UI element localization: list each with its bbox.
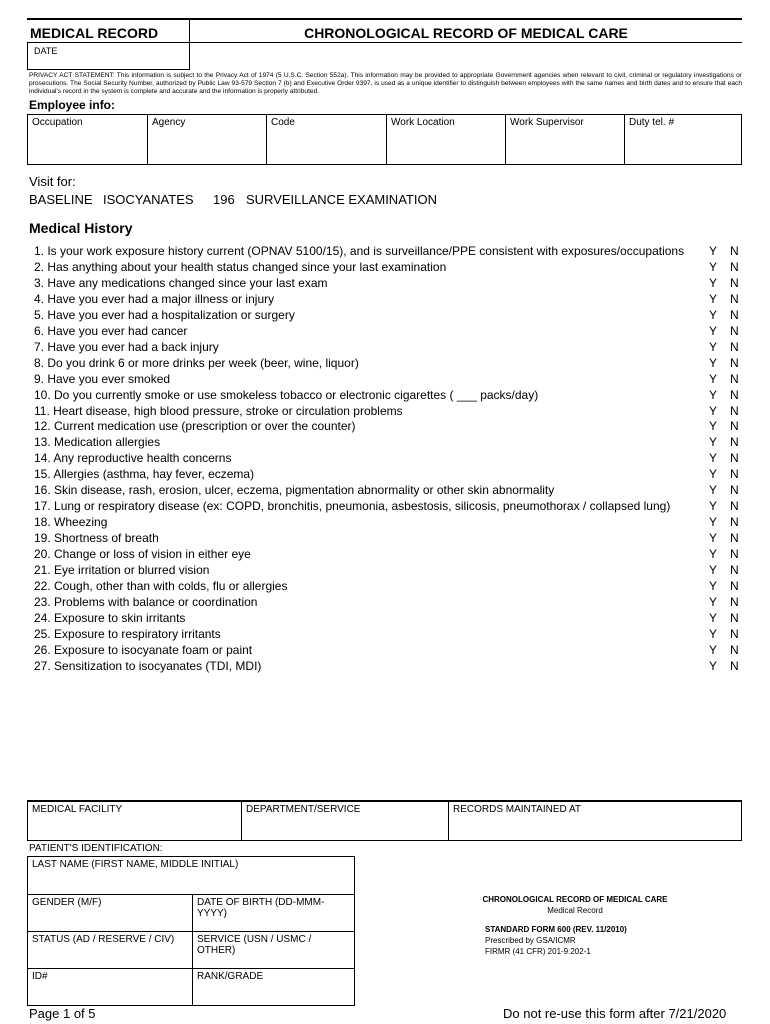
answer-no-12[interactable]: N [730,419,739,434]
history-question-11: 11. Heart disease, high blood pressure, stroke or circulation problems [34,403,403,418]
visit-code: 196 [213,192,235,207]
gender-field[interactable] [28,895,193,932]
answer-yes-10[interactable]: Y [709,387,718,402]
answer-yes-20[interactable]: Y [709,547,718,562]
answer-yes-27[interactable]: Y [709,658,718,673]
last-name-field[interactable] [28,857,354,895]
history-question-1: 1. Is your work exposure history current (OPNAV 5100/15), and is surveillance/PPE consistent with exposures/occupations [34,244,685,258]
header-top-rule [27,18,742,20]
status-field[interactable] [28,932,193,969]
chronological-record-title: CHRONOLOGICAL RECORD OF MEDICAL CARE [304,25,628,41]
answer-no-19[interactable]: N [730,531,739,546]
patient-id-table [27,856,355,1006]
occupation-field[interactable] [28,115,148,164]
gender-label: GENDER (M/F) [32,897,102,908]
answer-no-8[interactable]: N [730,355,739,370]
answer-no-13[interactable]: N [730,435,739,450]
answer-yes-16[interactable]: Y [709,483,718,498]
answer-no-22[interactable]: N [730,578,739,593]
employee-info-title: Employee info: [29,98,116,112]
form-number: STANDARD FORM 600 (REV. 11/2010) [485,925,627,934]
answer-no-27[interactable]: N [730,658,739,673]
history-question-25: 25. Exposure to respiratory irritants [34,626,221,641]
history-question-13: 13. Medication allergies [34,435,161,450]
answer-no-5[interactable]: N [730,307,739,322]
answer-no-2[interactable]: N [730,259,739,274]
code-label: Code [271,117,295,128]
employee-info-table [27,114,742,165]
answer-yes-7[interactable]: Y [709,339,718,354]
history-question-15: 15. Allergies (asthma, hay fever, eczema) [34,467,255,482]
history-question-4: 4. Have you ever had a major illness or injury [34,291,275,306]
answer-yes-4[interactable]: Y [709,291,718,306]
history-question-3: 3. Have any medications changed since your last exam [34,275,328,290]
dob-label: DATE OF BIRTH (DD-MMM-YYYY) [197,897,325,919]
answer-yes-3[interactable]: Y [709,275,718,290]
answer-no-20[interactable]: N [730,547,739,562]
service-field[interactable] [193,932,354,969]
answer-yes-1[interactable]: Y [709,244,718,258]
history-question-19: 19. Shortness of breath [34,531,159,546]
rank-field[interactable] [193,969,354,1005]
answer-yes-6[interactable]: Y [709,323,718,338]
history-question-7: 7. Have you ever had a back injury [34,339,219,354]
history-question-14: 14. Any reproductive health concerns [34,451,232,466]
history-question-27: 27. Sensitization to isocyanates (TDI, MDI) [34,658,262,673]
medical-record-title: MEDICAL RECORD [30,25,159,41]
duty-tel-label: Duty tel. # [629,117,675,128]
answer-no-23[interactable]: N [730,594,739,609]
agency-field[interactable] [148,115,267,164]
answer-no-25[interactable]: N [730,626,739,641]
history-question-22: 22. Cough, other than with colds, flu or allergies [34,578,288,593]
visit-type: BASELINE [29,192,93,207]
history-question-5: 5. Have you ever had a hospitalization or surgery [34,307,295,322]
form-prescribed: Prescribed by GSA/ICMR [485,936,576,945]
medical-history-title: Medical History [29,220,133,236]
answer-yes-15[interactable]: Y [709,467,718,482]
form-firmr: FIRMR (41 CFR) 201-9.202-1 [485,947,591,956]
answer-no-10[interactable]: N [730,387,739,402]
records-field[interactable] [449,802,741,840]
answer-no-9[interactable]: N [730,371,739,386]
records-label: RECORDS MAINTAINED AT [453,804,581,815]
answer-no-6[interactable]: N [730,323,739,338]
history-question-21: 21. Eye irritation or blurred vision [34,563,210,577]
form-info-subtitle: Medical Record [547,906,603,915]
history-question-12: 12. Current medication use (prescription or over the counter) [34,419,356,434]
answer-no-15[interactable]: N [730,467,739,482]
visit-exam: SURVEILLANCE EXAMINATION [246,192,437,207]
history-question-17: 17. Lung or respiratory disease (ex: COPD, bronchitis, pneumonia, asbestosis, silicosis, pneumothorax / collapsed lung) [34,499,671,514]
medical-facility-field[interactable] [28,802,242,840]
visit-agent: ISOCYANATES [103,192,194,207]
rank-label: RANK/GRADE [197,971,264,982]
answer-yes-25[interactable]: Y [709,626,718,641]
answer-yes-12[interactable]: Y [709,419,718,434]
answer-no-17[interactable]: N [730,499,739,514]
answer-no-7[interactable]: N [730,339,739,354]
facility-table [27,802,742,841]
answer-no-11[interactable]: N [730,403,739,418]
history-question-10: 10. Do you currently smoke or use smokeless tobacco or electronic cigarettes ( ___ packs/day) [34,387,539,402]
answer-no-21[interactable]: N [730,563,739,577]
answer-yes-11[interactable]: Y [709,403,718,418]
occupation-label: Occupation [32,117,83,128]
history-question-23: 23. Problems with balance or coordination [34,594,258,609]
history-question-8: 8. Do you drink 6 or more drinks per week (beer, wine, liquor) [34,355,359,370]
form-info-title: CHRONOLOGICAL RECORD OF MEDICAL CARE [482,895,668,904]
date-label: DATE [34,46,58,56]
answer-no-16[interactable]: N [730,483,739,498]
answer-yes-9[interactable]: Y [709,371,718,386]
answer-no-18[interactable]: N [730,515,739,530]
history-question-6: 6. Have you ever had cancer [34,323,188,338]
id-field[interactable] [28,969,193,1005]
department-label: DEPARTMENT/SERVICE [246,804,361,815]
work-supervisor-field[interactable] [506,115,625,164]
answer-no-1[interactable]: N [730,244,739,258]
history-question-2: 2. Has anything about your health status changed since your last examination [34,259,447,274]
answer-no-24[interactable]: N [730,610,739,625]
answer-yes-13[interactable]: Y [709,435,718,450]
work-location-label: Work Location [391,117,455,128]
page-number: Page 1 of 5 [29,1006,96,1021]
answer-yes-21[interactable]: Y [709,563,718,577]
answer-yes-22[interactable]: Y [709,578,718,593]
visit-label: Visit for: [29,174,76,189]
history-question-16: 16. Skin disease, rash, erosion, ulcer, eczema, pigmentation abnormality or other skin abnormality [34,483,555,498]
history-question-24: 24. Exposure to skin irritants [34,610,186,625]
last-name-label: LAST NAME (FIRST NAME, MIDDLE INITIAL) [32,859,239,870]
department-field[interactable] [242,802,449,840]
answer-yes-8[interactable]: Y [709,355,718,370]
dob-field[interactable] [193,895,354,932]
answer-yes-17[interactable]: Y [709,499,718,514]
reuse-notice: Do not re-use this form after 7/21/2020 [503,1006,727,1021]
service-label: SERVICE (USN / USMC / OTHER) [197,934,312,956]
answer-yes-19[interactable]: Y [709,531,718,546]
history-question-9: 9. Have you ever smoked [34,371,171,386]
answer-no-4[interactable]: N [730,291,739,306]
answer-yes-2[interactable]: Y [709,259,718,274]
answer-no-3[interactable]: N [730,275,739,290]
status-label: STATUS (AD / RESERVE / CIV) [32,934,175,945]
history-question-26: 26. Exposure to isocyanate foam or paint [34,642,253,657]
code-field[interactable] [267,115,387,164]
answer-yes-26[interactable]: Y [709,642,718,657]
work-supervisor-label: Work Supervisor [510,117,584,128]
medical-facility-label: MEDICAL FACILITY [32,804,123,815]
id-label: ID# [32,971,48,982]
history-question-20: 20. Change or loss of vision in either eye [34,547,251,562]
date-field[interactable] [27,43,189,70]
privacy-act-statement: PRIVACY ACT STATEMENT: This information is subject to the Privacy Act of 1974 (5 U.S.C. Section 552a). This information may be provided to appropriate Government agencies when relevant to civil, criminal or regulatory investigations or prosecutions. The Social Security Number, authorized by Public Law 93-579 Section 7 (b) and Executive Order 9397, is used as a unique identifier to distinguish between employees with the same names and birth dates and to ensure that each individual's record in the system is complete and accurate and the information is properly attributed. [29,72,742,95]
duty-tel-field[interactable] [625,115,741,164]
answer-yes-24[interactable]: Y [709,610,718,625]
agency-label: Agency [152,117,186,128]
answer-yes-14[interactable]: Y [709,451,718,466]
answer-yes-5[interactable]: Y [709,307,718,322]
answer-yes-18[interactable]: Y [709,515,718,530]
history-question-18: 18. Wheezing [34,515,108,530]
work-location-field[interactable] [387,115,506,164]
answer-no-26[interactable]: N [730,642,739,657]
answer-no-14[interactable]: N [730,451,739,466]
patient-identification-title: PATIENT'S IDENTIFICATION: [29,843,163,854]
answer-yes-23[interactable]: Y [709,594,718,609]
